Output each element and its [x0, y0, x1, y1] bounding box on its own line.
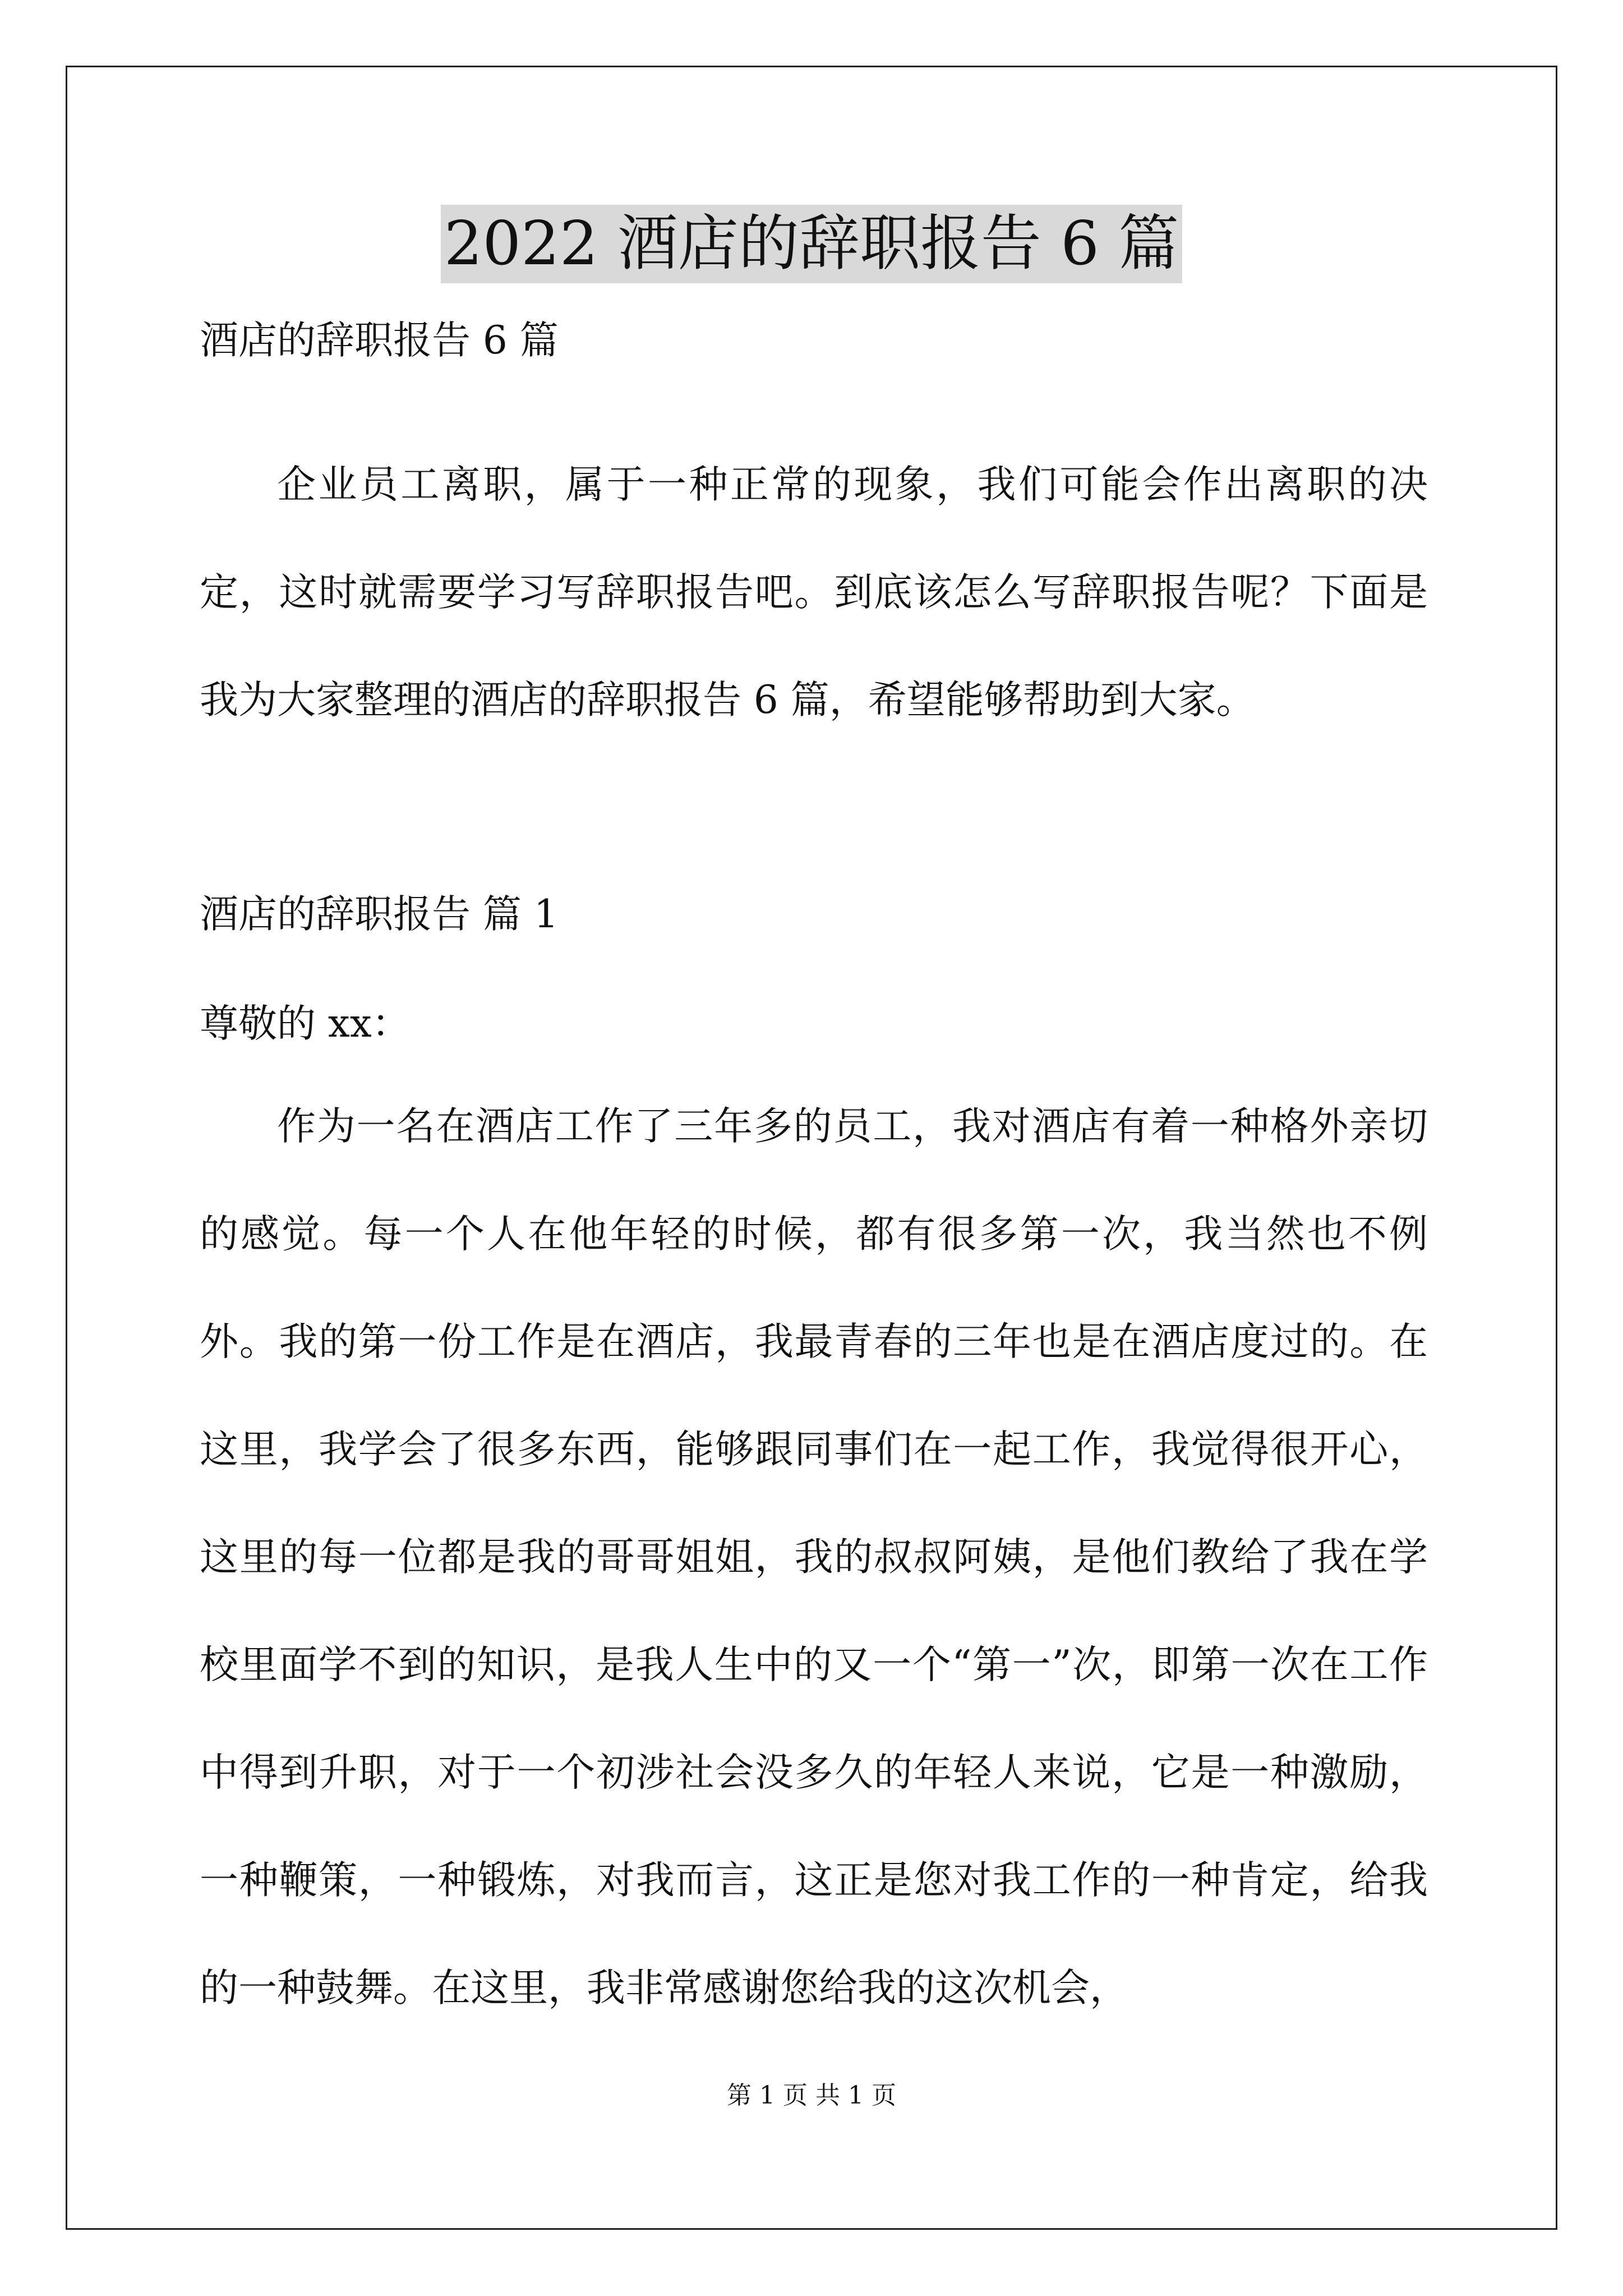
section-heading: 酒店的辞职报告 篇 1: [200, 892, 559, 937]
title-container: [0, 205, 1623, 283]
document-subtitle: 酒店的辞职报告 6 篇: [200, 318, 559, 363]
salutation: 尊敬的 xx：: [200, 1001, 411, 1046]
document-title: 2022 酒店的辞职报告 6 篇: [441, 205, 1183, 283]
page-footer: 第 1 页 共 1 页: [727, 2081, 896, 2110]
body-paragraph: 作为一名在酒店工作了三年多的员工，我对酒店有着一种格外亲切的感觉。每一个人在他年轻的时候，都有很多第一次，我当然也不例外。我的第一份工作是在酒店，我最青春的三年也是在酒店度过的。在这里，我学会了很多东西，能够跟同事们在一起工作，我觉得很开心，这里的每一位都是我的哥哥姐姐，我的叔叔阿姨，是他们教给了我在学校里面学不到的知识，是我人生中的又一个“第一”次，即第一次在工作中得到升职，对于一个初涉社会没多久的年轻人来说，它是一种激励，一种鞭策，一种锻炼，对我而言，这正是您对我工作的一种肯定，给我的一种鼓舞。在这里，我非常感谢您给我的这次机会，: [200, 1104, 1428, 2010]
intro-paragraph: 企业员工离职，属于一种正常的现象，我们可能会作出离职的决定，这时就需要学习写辞职报告吧。到底该怎么写辞职报告呢？下面是我为大家整理的酒店的辞职报告 6 篇，希望能够帮助到大家。: [200, 462, 1428, 723]
